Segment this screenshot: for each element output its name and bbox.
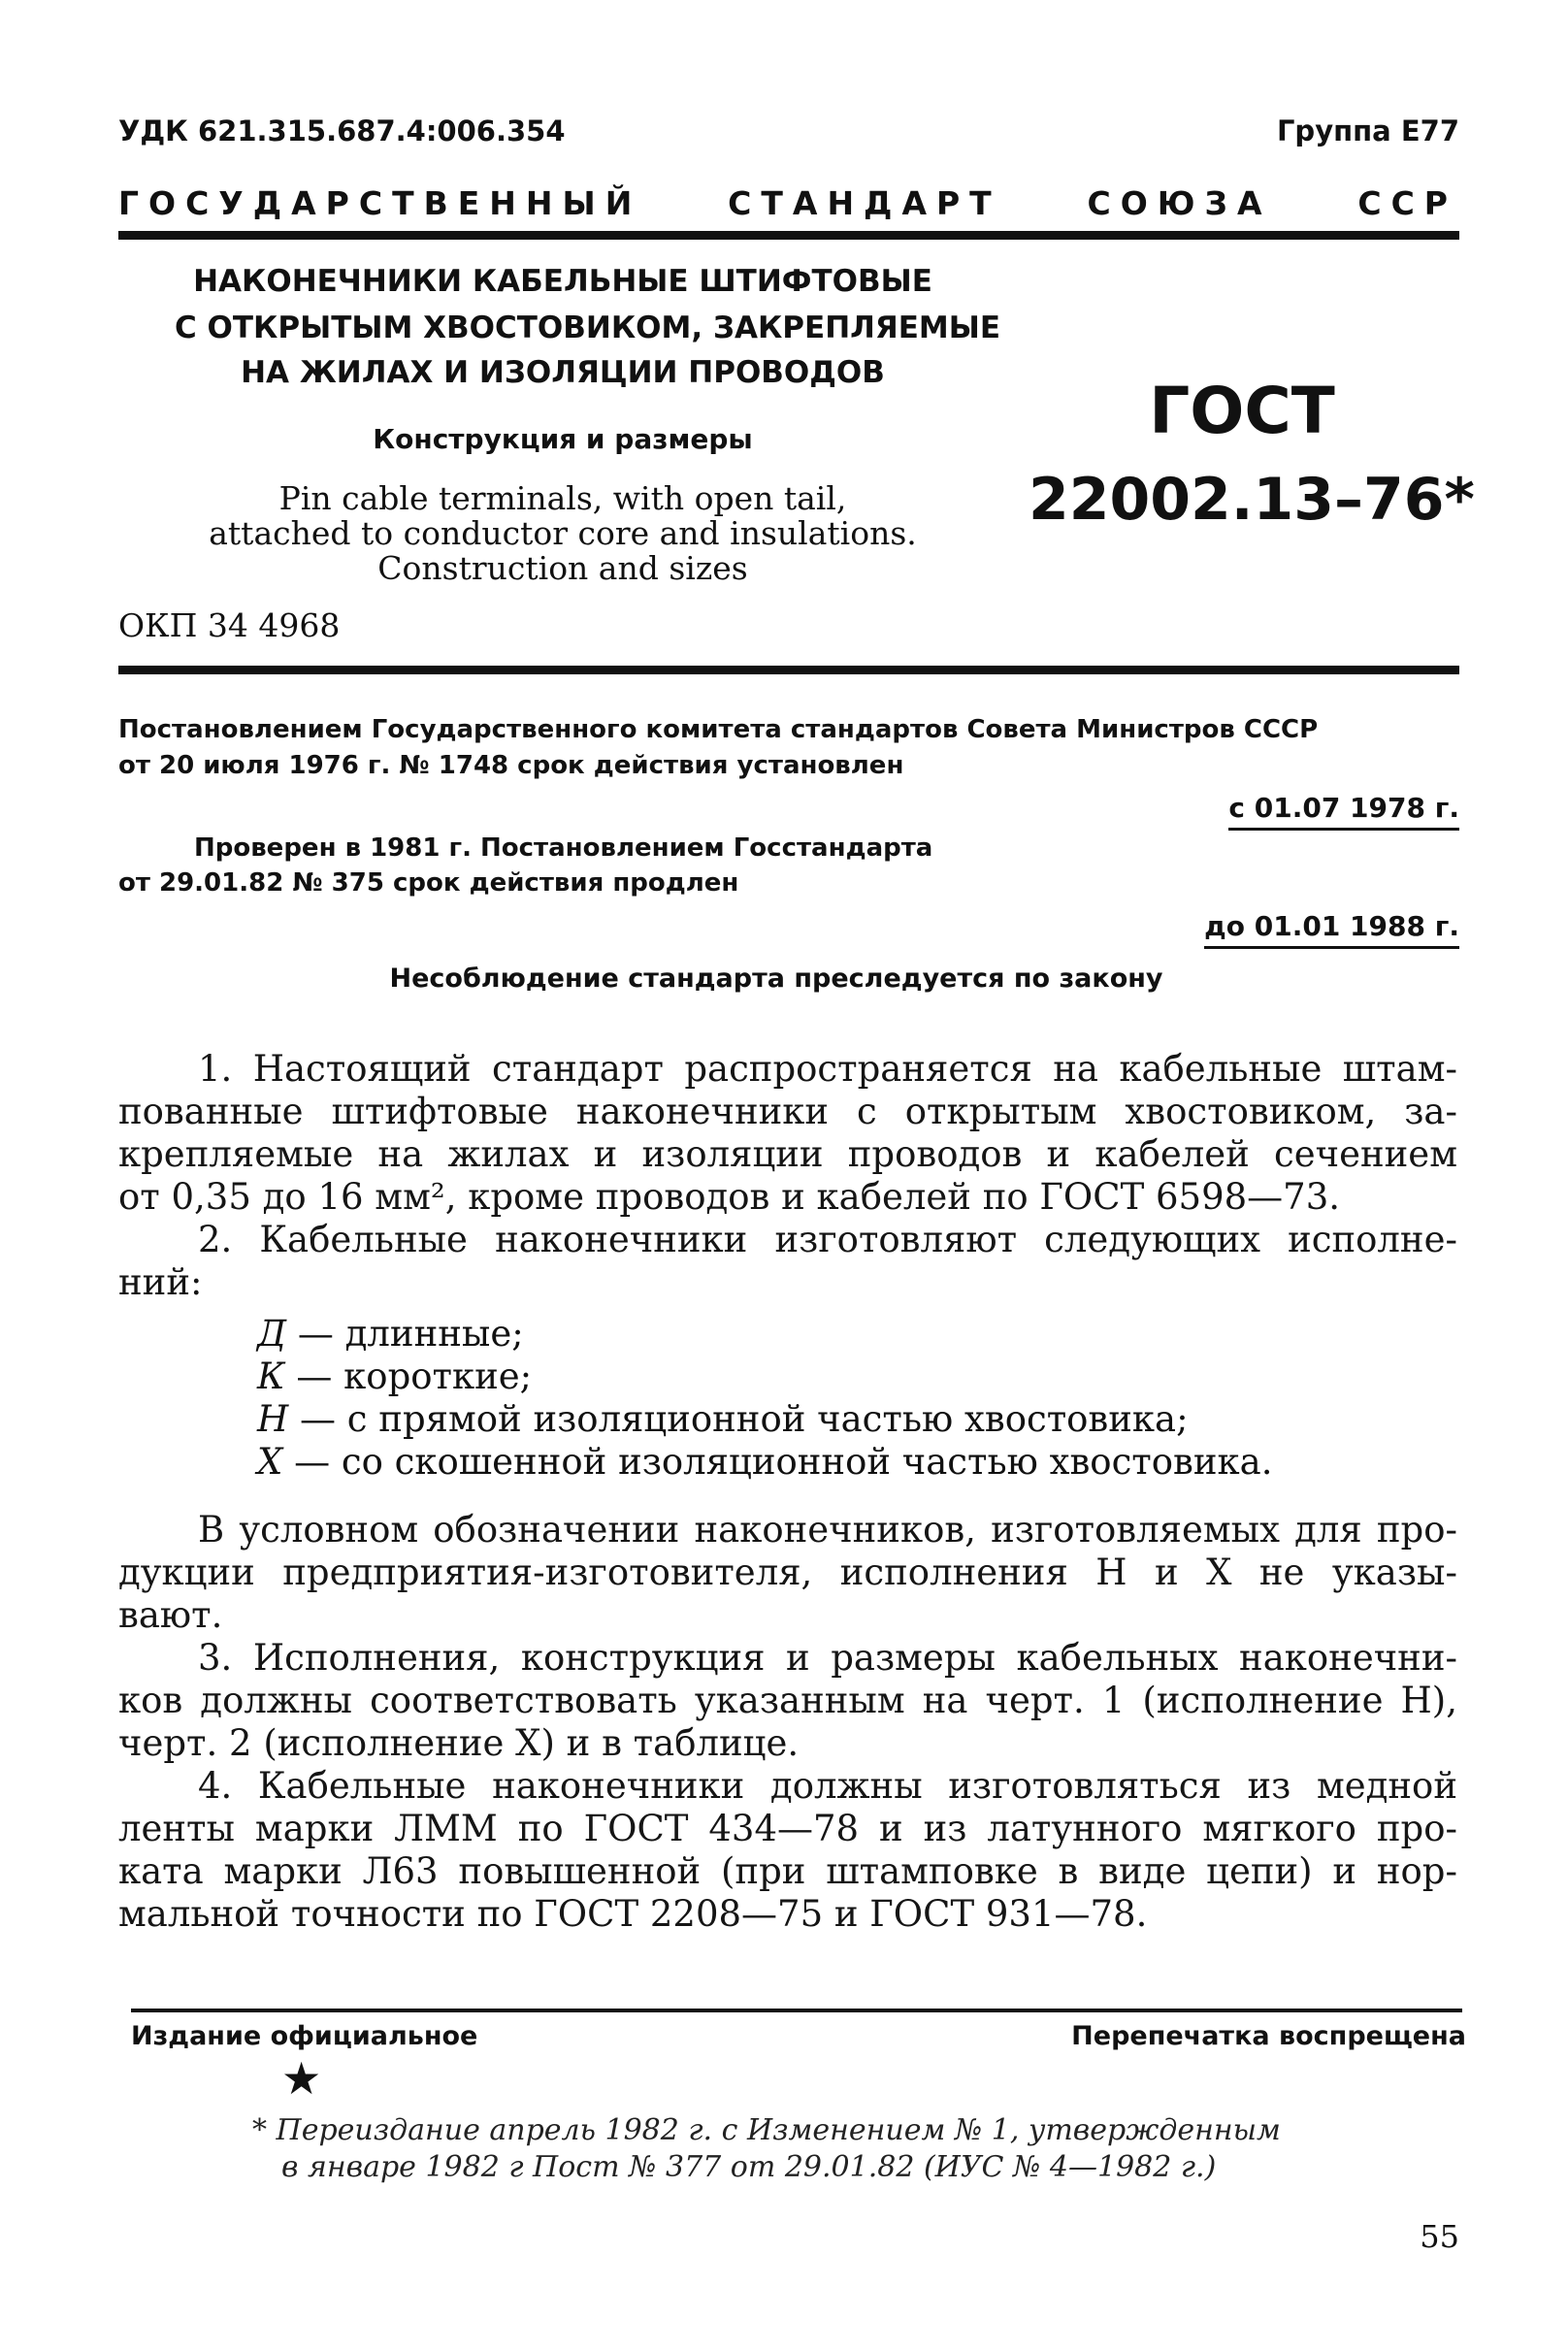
p1-line: крепляемые на жилах и изоляции проводов и кабелей сечением [118, 1133, 1457, 1175]
state-standard-heading: ГОСУДАРСТВЕННЫЙ СТАНДАРТ СОЮЗА ССР [118, 184, 1457, 222]
title-subtitle: Конструкция и размеры [373, 423, 753, 455]
reprint-prohibited-label: Перепечатка воспрещена [1071, 2021, 1466, 2051]
official-edition-label: Издание официальное [131, 2021, 478, 2051]
variant-code: Д [257, 1313, 287, 1355]
okp-code: ОКП 34 4968 [118, 606, 341, 644]
p3-line: В условном обозначении наконечников, изготовляемых для про- [198, 1509, 1457, 1551]
star-icon: ★ [281, 2052, 322, 2105]
header-thick-rule [118, 231, 1459, 240]
legal-warning: Несоблюдение стандарта преследуется по закону [389, 964, 1163, 994]
variant-code: Н [257, 1398, 289, 1440]
p3-line: дукции предприятия-изготовителя, исполнения Н и Х не указы- [118, 1552, 1457, 1593]
english-title-line-3: Construction and sizes [377, 549, 748, 587]
p3-line: вают. [118, 1594, 223, 1636]
p5-line: ката марки Л63 повышенной (при штамповке в виде цепи) и нор- [118, 1850, 1457, 1892]
p5-line: 4. Кабельные наконечники должны изготовляться из медной [198, 1765, 1457, 1807]
p5-line: мальной точности по ГОСТ 2208—75 и ГОСТ 931—78. [118, 1893, 1148, 1935]
checked-line-2: от 29.01.82 № 375 срок действия продлен [118, 868, 739, 898]
footnote-line-2: в январе 1982 г Пост № 377 от 29.01.82 (ИУС № 4—1982 г.) [281, 2150, 1217, 2184]
title-line-1: НАКОНЕЧНИКИ КАБЕЛЬНЫЕ ШТИФТОВЫЕ [193, 264, 932, 299]
p1-line: пованные штифтовые наконечники с открытым хвостовиком, за- [118, 1091, 1457, 1132]
p2-line: ний: [118, 1261, 203, 1303]
decree-line-2: от 20 июля 1976 г. № 1748 срок действия установлен [118, 751, 904, 780]
p2-line: 2. Кабельные наконечники изготовляют следующих исполне- [198, 1219, 1457, 1260]
group-code: Группа Е77 [1276, 114, 1459, 147]
variant-code: К [257, 1356, 285, 1397]
footer-rule [131, 2009, 1462, 2012]
p5-line: ленты марки ЛММ по ГОСТ 434—78 и из латунного мягкого про- [118, 1808, 1457, 1849]
english-title-line-1: Pin cable terminals, with open tail, [278, 479, 847, 517]
decree-line-1: Постановлением Государственного комитета стандартов Совета Министров СССР [118, 715, 1319, 744]
gost-number: 22002.13–76* [1029, 466, 1475, 534]
variant-item: К — короткие; [257, 1356, 533, 1397]
extended-until-date: до 01.01 1988 г. [1204, 910, 1459, 949]
page-number: 55 [1420, 2218, 1459, 2255]
title-thick-rule [118, 666, 1459, 674]
title-line-3: НА ЖИЛАХ И ИЗОЛЯЦИИ ПРОВОДОВ [241, 355, 885, 390]
p1-line: от 0,35 до 16 мм², кроме проводов и кабелей по ГОСТ 6598—73. [118, 1176, 1341, 1218]
english-title-line-2: attached to conductor core and insulations. [209, 514, 917, 552]
gost-label: ГОСТ [1149, 374, 1335, 448]
variant-item: Д — длинные; [257, 1313, 524, 1355]
variant-code: Х [257, 1441, 283, 1483]
variant-item: Н — с прямой изоляционной частью хвостовика; [257, 1398, 1189, 1440]
title-line-2: С ОТКРЫТЫМ ХВОСТОВИКОМ, ЗАКРЕПЛЯЕМЫЕ [175, 310, 1001, 345]
checked-line-1: Проверен в 1981 г. Постановлением Госстандарта [194, 833, 933, 863]
effective-from-date: с 01.07 1978 г. [1228, 792, 1459, 831]
p4-line: черт. 2 (исполнение Х) и в таблице. [118, 1722, 800, 1764]
udk-code: УДК 621.315.687.4:006.354 [118, 114, 566, 147]
p1-line: 1. Настоящий стандарт распространяется на кабельные штам- [198, 1048, 1457, 1090]
p4-line: 3. Исполнения, конструкция и размеры кабельных наконечни- [198, 1637, 1457, 1679]
p4-line: ков должны соответствовать указанным на черт. 1 (исполнение Н), [118, 1680, 1457, 1721]
variant-item: Х — со скошенной изоляционной частью хвостовика. [257, 1441, 1273, 1483]
body-text-continued [118, 1509, 1457, 2052]
footnote-line-1: * Переиздание апрель 1982 г. с Изменением № 1, утвержденным [252, 2113, 1281, 2147]
